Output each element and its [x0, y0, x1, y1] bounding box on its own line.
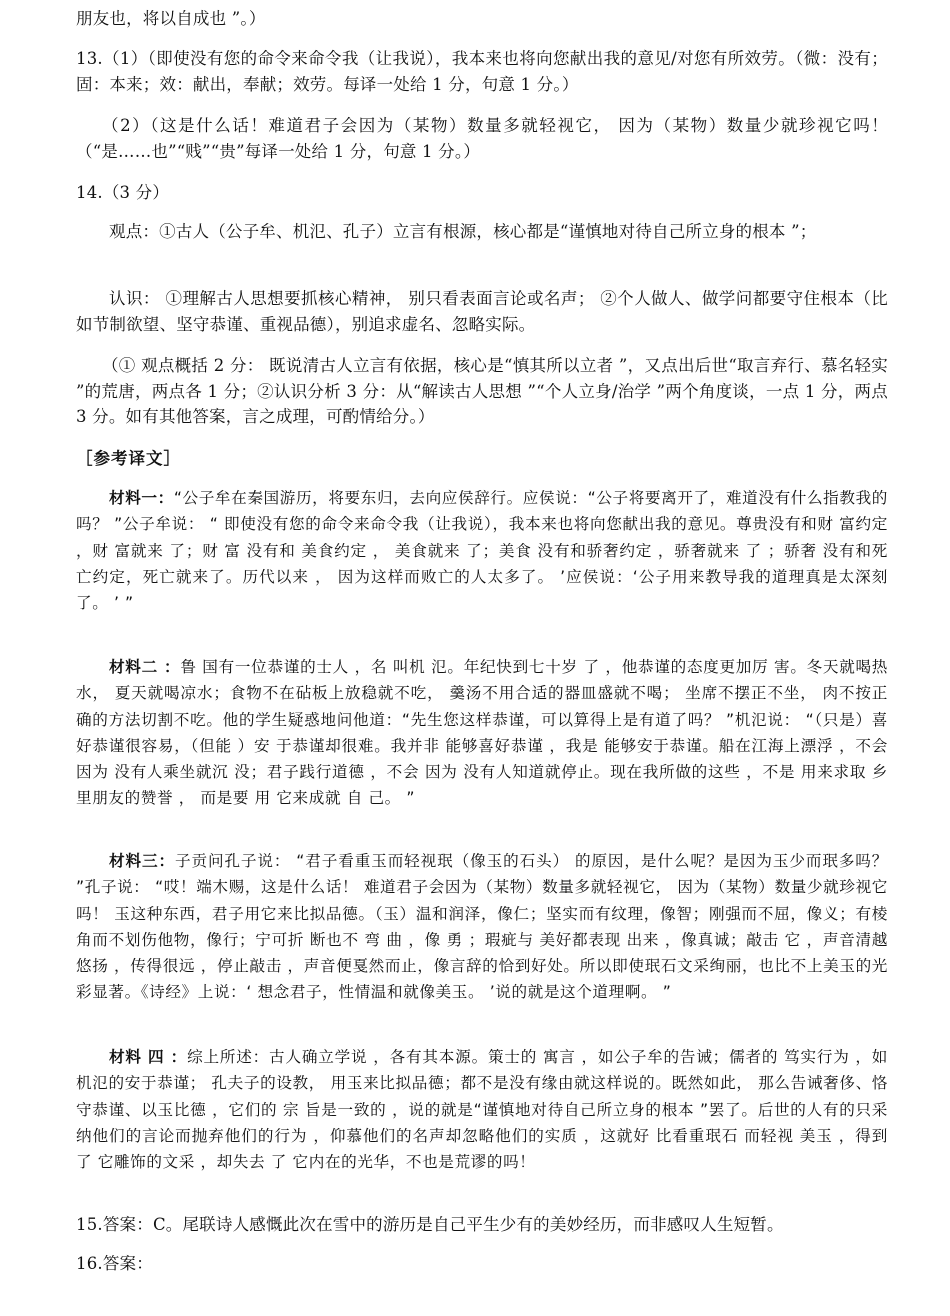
material-1-text: “公子牟在秦国游历，将要东归，去向应侯辞行。应侯说：“公子将要离开了，难道没有什么指教我的吗？ ”公子牟说： “ 即使没有您的命令来命令我（让我说），我本来也将向您献出我的意见。尊贵没有和财 富约定 ，财 富就来 了；财 富 没有和 美食约定 ， 美食就来 了；美食 没有和骄奢约定 ，骄奢就来 了 ；骄奢 没有和死亡约定，死亡就来了。历代以来 ， 因为这样而败亡的人太多了。 ’应侯说：‘公子用来教导我的道理真是太深刻了。 ’ ” [76, 489, 888, 613]
reference-translation-title: ［参考译文］ [76, 449, 181, 468]
answer-continuation: 朋友也，将以自成也 ”。） [76, 9, 266, 28]
translation-material-4 [76, 1044, 888, 1175]
material-2-text: 鲁 国有一位恭谨的士人 ，名 叫机 氾。年纪快到七十岁 了 ，他恭谨的态度更加厉 害。冬天就喝热水， 夏天就喝凉水；食物不在砧板上放稳就不吃， 羹汤不用合适的器皿盛就不喝； 坐席不摆正不坐， 肉不按正确的方法切割不吃。他的学生疑惑地问他道：“先生您这样恭谨，可以算得上是有道了吗？ ”机氾说： “（只是）喜好恭谨很容易，（但能 ）安 于恭谨却很难。我并非 能够喜好恭谨 ，我是 能够安于恭谨。船在江海上漂浮 ，不会 因为 没有人乘坐就沉 没；君子践行道德 ，不会 因为 没有人知道就停止。现在我所做的这些 ，不是 用来求取 乡里朋友的赞誉 ， 而是要 用 它来成就 自 己。 ” [76, 658, 888, 808]
answer-14-understanding: 认识： ①理解古人思想要抓核心精神， 别只看表面言论或名声； ②个人做人、做学问都要守住根本（比如节制欲望、坚守恭谨、重视品德），别追求虚名、忽略实际。 [76, 289, 888, 334]
material-1-label: 材料一： [109, 489, 174, 507]
material-4-text: 综上所述：古人确立学说 ，各有其本源。策士的 寓言 ，如公子牟的告诫；儒者的 笃实行为 ，如机氾的安于恭谨； 孔夫子的设教， 用玉来比拟品德；都不是没有缘由就这样说的。既然如此， 那么告诫奢侈、恪守恭谨、以玉比德 ，它们的 宗 旨是一致的 ，说的就是“谨慎地对待自己所立身的根本 ”罢了。后世的人有的只采纳他们的言论而抛弃他们的行为 ，仰慕他们的名声却忽略他们的实质 ，这就好 比看重珉石 而轻视 美玉 ，得到 了 它雕饰的文采 ，却失去 了 它内在的光华，不也是荒谬的吗！ [76, 1048, 888, 1172]
answer-13-part-2: （2）（这是什么话！难道君子会因为（某物）数量多就轻视它， 因为（某物）数量少就珍视它吗！ （“是……也”“贱”“贵”每译一处给 1 分，句意 1 分。） [76, 116, 888, 161]
material-4-label: 材料 四 ： [109, 1048, 188, 1066]
answer-14-scoring: （① 观点概括 2 分： 既说清古人立言有依据，核心是“慎其所以立者 ”，又点出后世“取言弃行、慕名轻实 ”的荒唐，两点各 1 分；②认识分析 3 分：从“解读古人思想 ”“个人立身/治学 ”两个角度谈，一点 1 分，两点 3 分。如有其他答案，言之成理，可酌情给分。） [76, 356, 888, 426]
translation-material-2 [76, 654, 888, 812]
answer-15: 15.答案：C。尾联诗人感慨此次在雪中的游历是自己平生少有的美妙经历，而非感叹人生短暂。 [76, 1215, 784, 1234]
translation-material-3 [76, 848, 888, 1006]
answer-16: 16.答案： [76, 1254, 153, 1273]
translation-material-1 [76, 485, 888, 616]
material-2-label: 材料二 ： [109, 658, 181, 676]
answer-14-viewpoint: 观点：①古人（公子牟、机氾、孔子）立言有根源，核心都是“谨慎地对待自己所立身的根本 ”； [109, 222, 817, 241]
material-3-text: 子贡问孔子说： “君子看重玉而轻视珉（像玉的石头） 的原因，是什么呢？是因为玉少而珉多吗？ ”孔子说： “哎！端木赐，这是什么话！ 难道君子会因为（某物）数量多就轻视它， 因为（某物）数量少就珍视它吗！ 玉这种东西，君子用它来比拟品德。（玉）温和润泽，像仁；坚实而有纹理，像智；刚强而不屈，像义；有棱角而不划伤他物，像行；宁可折 断也不 弯 曲 ，像 勇 ；瑕疵与 美好都表现 出来 ，像真诚；敲击 它 ，声音清越悠扬 ，传得很远 ，停止敲击 ，声音便戛然而止，像言辞的恰到好处。所以即使珉石文采绚丽，也比不上美玉的光彩显著。《诗经》上说：‘ 想念君子，性情温和就像美玉。 ’说的就是这个道理啊。 ” [76, 852, 888, 1002]
material-3-label: 材料三： [109, 852, 175, 870]
question-14-heading: 14.（3 分） [76, 183, 170, 202]
answer-13-part-1: 13.（1）（即使没有您的命令来命令我（让我说），我本来也将向您献出我的意见/对您有所效劳。（微：没有； 固：本来；效：献出，奉献；效劳。每译一处给 1 分，句意 1 分。） [76, 49, 888, 94]
